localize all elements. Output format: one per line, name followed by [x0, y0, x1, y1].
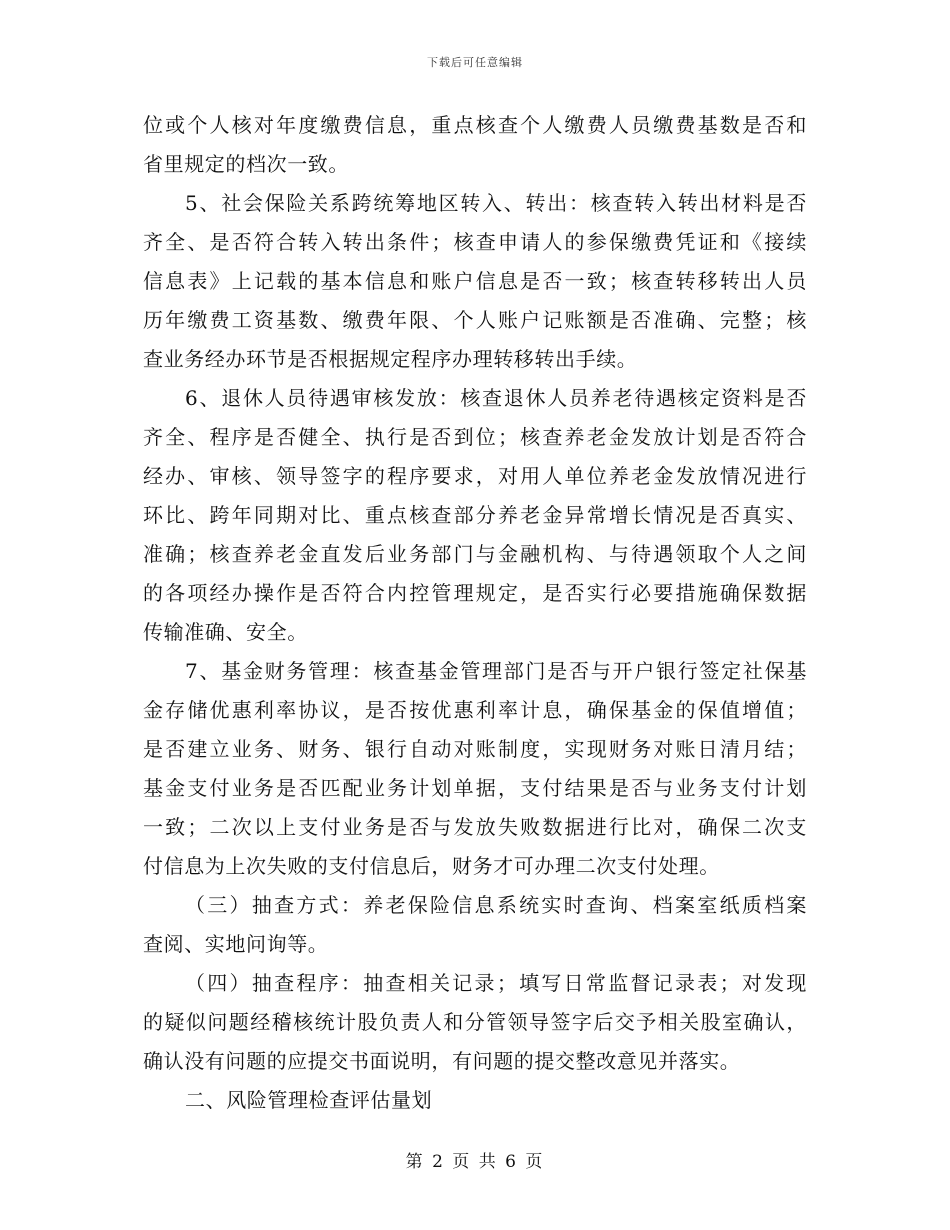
- text-line: 环比、跨年同期对比、重点核查部分养老金异常增长情况是否真实、: [143, 503, 807, 527]
- text-line: 传输准确、安全。: [143, 620, 308, 644]
- page-number: 第 2 页 共 6 页: [405, 1152, 545, 1172]
- text-line: 查业务经办环节是否根据规定程序办理转移转出手续。: [143, 347, 638, 371]
- text-line: 付信息为上次失败的支付信息后，财务才可办理二次支付处理。: [143, 854, 720, 878]
- text-line: 经办、审核、领导签字的程序要求，对用人单位养老金发放情况进行: [143, 464, 807, 488]
- document-body: [143, 106, 807, 1120]
- text-line: 确认没有问题的应提交书面说明，有问题的提交整改意见并落实。: [143, 1049, 741, 1073]
- text-line: 的各项经办操作是否符合内控管理规定，是否实行必要措施确保数据: [143, 581, 807, 605]
- text-line: （四）抽查程序：抽查相关记录；填写日常监督记录表；对发现: [185, 971, 807, 995]
- text-line: 齐全、程序是否健全、执行是否到位；核查养老金发放计划是否符合: [143, 425, 807, 449]
- text-line: 省里规定的档次一致。: [143, 152, 349, 176]
- text-line: 5、社会保险关系跨统筹地区转入、转出：核查转入转出材料是否: [185, 191, 807, 215]
- text-line: 是否建立业务、财务、银行自动对账制度，实现财务对账日清月结；: [143, 737, 807, 761]
- text-line: 金存储优惠利率协议，是否按优惠利率计息，确保基金的保值增值；: [143, 698, 807, 722]
- text-line: 7、基金财务管理：核查基金管理部门是否与开户银行签定社保基: [185, 659, 807, 683]
- text-line: 准确；核查养老金直发后业务部门与金融机构、与待遇领取个人之间: [143, 542, 807, 566]
- page-header-note: 下载后可任意编辑: [427, 56, 523, 69]
- text-line: 的疑似问题经稽核统计股负责人和分管领导签字后交予相关股室确认，: [143, 1010, 807, 1034]
- text-line: 查阅、实地问询等。: [143, 932, 329, 956]
- text-line: 6、退休人员待遇审核发放：核查退休人员养老待遇核定资料是否: [185, 386, 807, 410]
- text-line: （三）抽查方式：养老保险信息系统实时查询、档案室纸质档案: [185, 893, 807, 917]
- text-line: 历年缴费工资基数、缴费年限、个人账户记账额是否准确、完整；核: [143, 308, 807, 332]
- text-line: 位或个人核对年度缴费信息，重点核查个人缴费人员缴费基数是否和: [143, 113, 807, 137]
- text-line: 信息表》上记载的基本信息和账户信息是否一致；核查转移转出人员: [143, 269, 807, 293]
- text-line: 基金支付业务是否匹配业务计划单据，支付结果是否与业务支付计划: [143, 776, 807, 800]
- text-line: 齐全、是否符合转入转出条件；核查申请人的参保缴费凭证和《接续: [143, 230, 807, 254]
- text-line: 一致；二次以上支付业务是否与发放失败数据进行比对，确保二次支: [143, 815, 807, 839]
- text-line: 二、风险管理检查评估量划: [185, 1088, 433, 1112]
